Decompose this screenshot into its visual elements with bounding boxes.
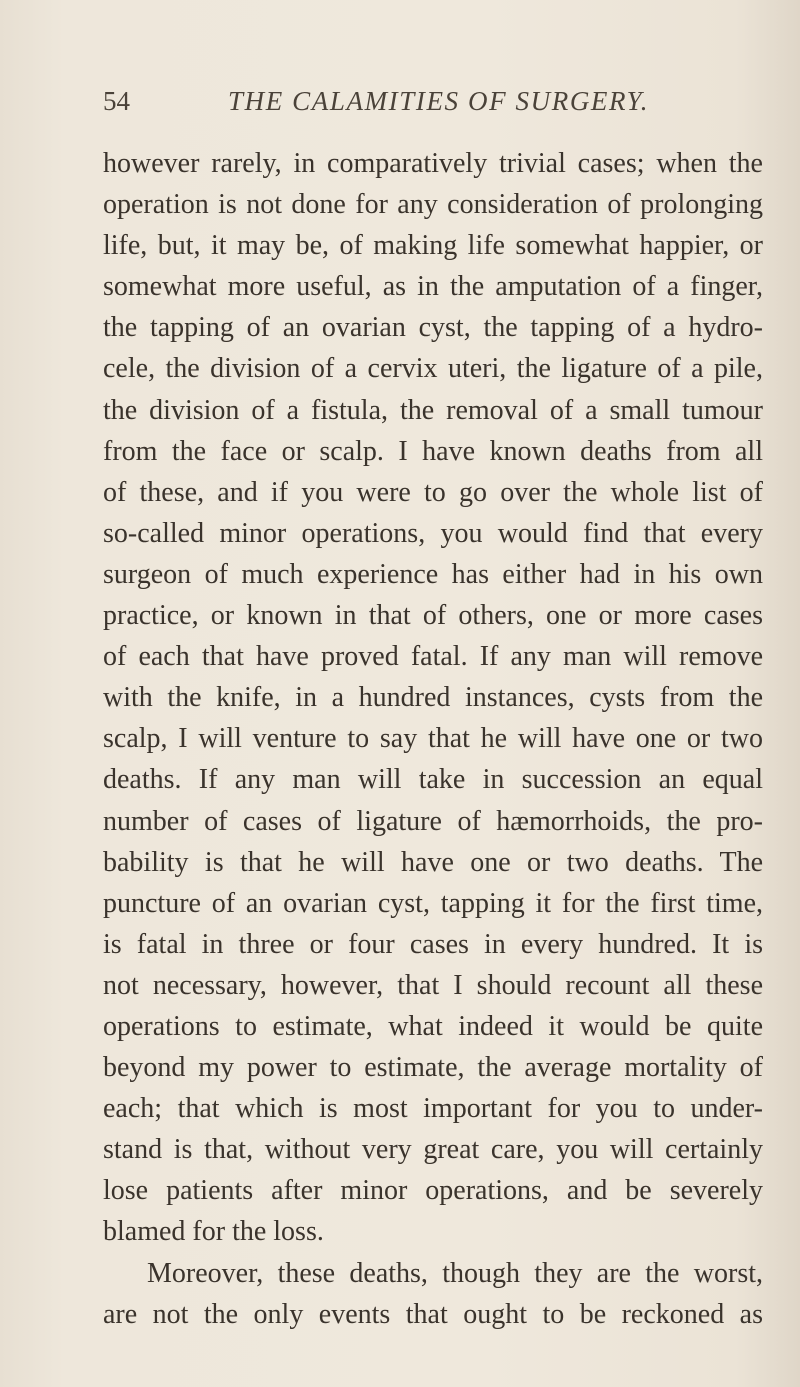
- text-line: surgeon of much experience has either had in his own: [103, 558, 763, 590]
- text-line: of each that have proved fatal. If any man will remove: [103, 641, 763, 673]
- text-line: deaths. If any man will take in succession an equal: [103, 764, 763, 796]
- text-line: from the face or scalp. I have known deaths from all: [103, 435, 763, 467]
- running-head: [103, 86, 703, 126]
- text-line: with the knife, in a hundred instances, cysts from the: [103, 682, 763, 714]
- text-line: number of cases of ligature of hæmorrhoids, the pro-: [103, 805, 763, 837]
- text-line: of these, and if you were to go over the whole list of: [103, 476, 763, 508]
- text-line: puncture of an ovarian cyst, tapping it for the first time,: [103, 887, 763, 919]
- text-line: operation is not done for any consideration of prolonging: [103, 189, 763, 221]
- text-line: are not the only events that ought to be reckoned as: [103, 1298, 763, 1330]
- text-line: life, but, it may be, of making life somewhat happier, or: [103, 230, 763, 262]
- text-line: however rarely, in comparatively trivial cases; when the: [103, 148, 763, 179]
- running-title: THE CALAMITIES OF SURGERY.: [228, 86, 650, 116]
- text-line: stand is that, without very great care, you will certainly: [103, 1134, 763, 1166]
- paragraph-start-line: Moreover, these deaths, though they are the worst,: [147, 1257, 763, 1289]
- text-line: the tapping of an ovarian cyst, the tapping of a hydro-: [103, 312, 763, 344]
- text-line: scalp, I will venture to say that he will have one or two: [103, 723, 763, 755]
- text-line: each; that which is most important for you to under-: [103, 1093, 763, 1125]
- page-number: 54: [103, 86, 130, 116]
- text-line: operations to estimate, what indeed it would be quite: [103, 1010, 763, 1042]
- text-line: is fatal in three or four cases in every hundred. It is: [103, 928, 763, 960]
- text-line: so-called minor operations, you would find that every: [103, 517, 763, 549]
- text-line: not necessary, however, that I should recount all these: [103, 969, 763, 1001]
- text-line: bability is that he will have one or two deaths. The: [103, 846, 763, 878]
- text-line: beyond my power to estimate, the average mortality of: [103, 1052, 763, 1084]
- text-line: cele, the division of a cervix uteri, the ligature of a pile,: [103, 353, 763, 385]
- text-line: the division of a fistula, the removal of a small tumour: [103, 394, 763, 426]
- body-text: [103, 143, 763, 1335]
- text-line: lose patients after minor operations, and be severely: [103, 1175, 763, 1207]
- text-line: practice, or known in that of others, one or more cases: [103, 600, 763, 632]
- text-line: somewhat more useful, as in the amputation of a finger,: [103, 271, 763, 303]
- paragraph-end-line: blamed for the loss.: [103, 1216, 324, 1248]
